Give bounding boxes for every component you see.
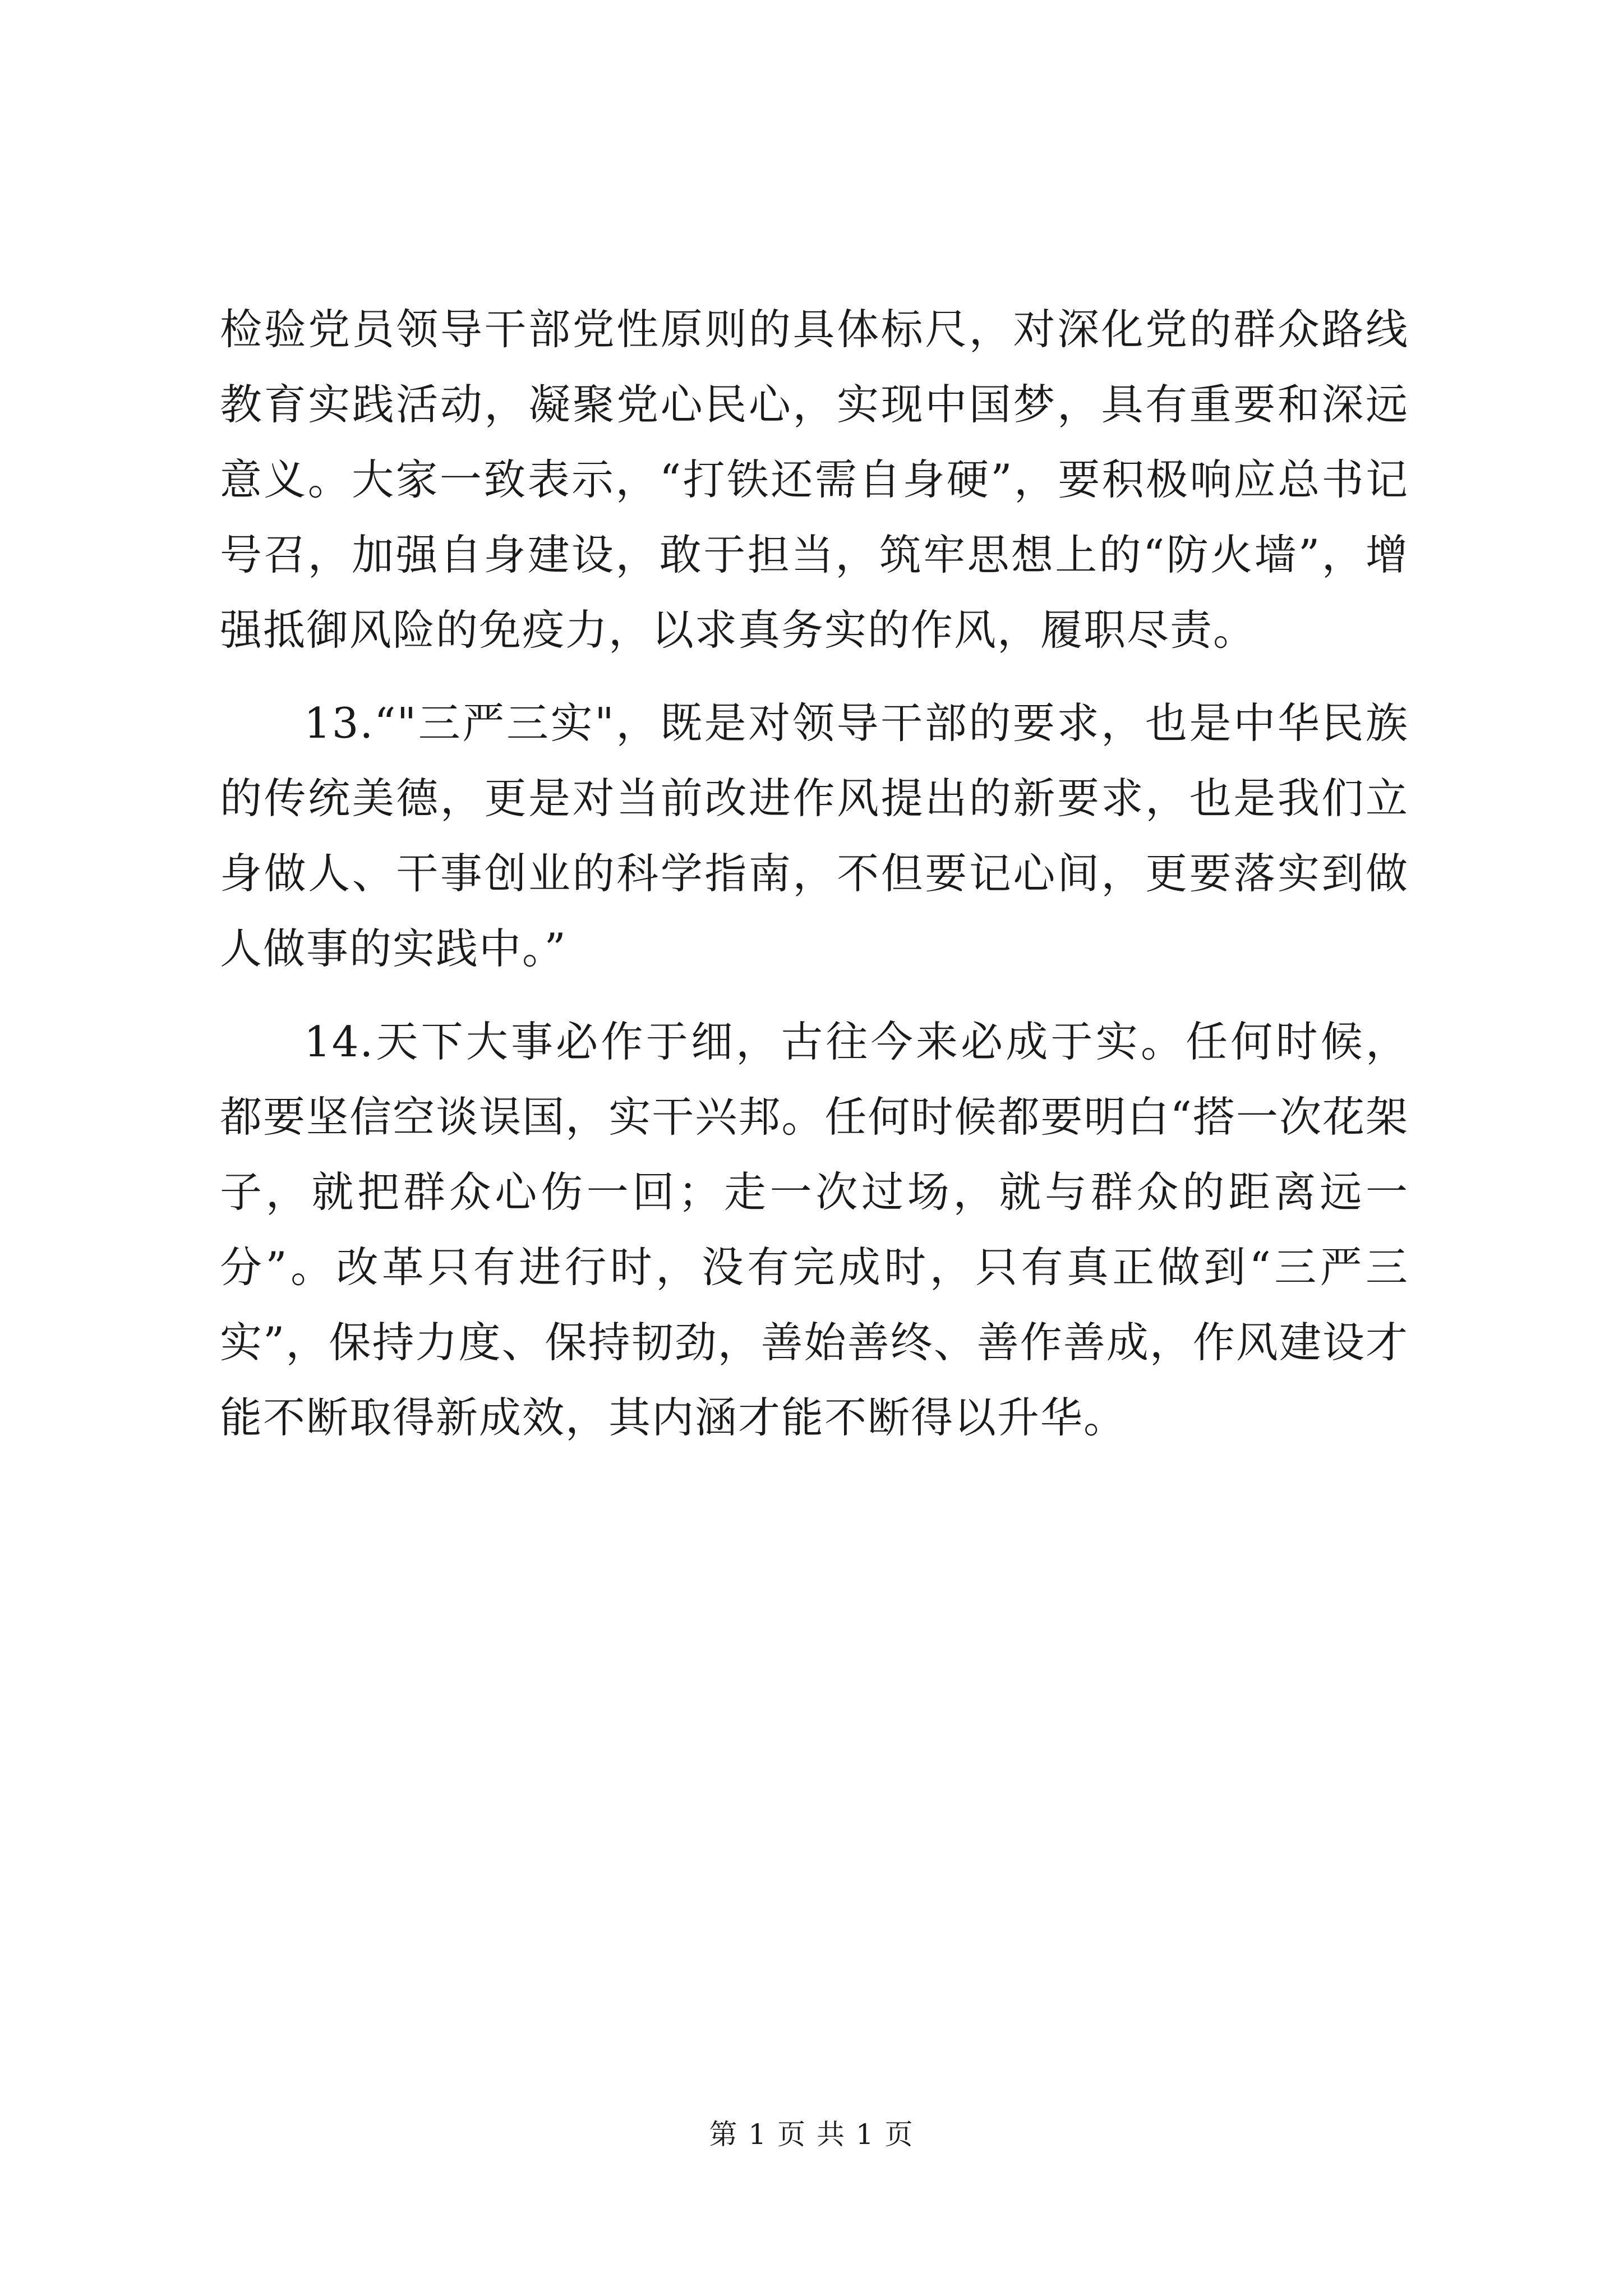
paragraph-item-13: 13.“"三严三实"，既是对领导干部的要求，也是中华民族的传统美德，更是对当前改进作风提出的新要求，也是我们立身做人、干事创业的科学指南，不但要记心间，更要落实到做人做事的实践中。” bbox=[220, 698, 1409, 973]
document-body bbox=[220, 292, 1409, 1455]
page-footer: 第 1 页 共 1 页 bbox=[709, 2118, 914, 2151]
paragraph-item-14: 14.天下大事必作于细，古往今来必成于实。任何时候，都要坚信空谈误国，实干兴邦。任何时候都要明白“搭一次花架子，就把群众心伤一回；走一次过场，就与群众的距离远一分”。改革只有进行时，没有完成时，只有真正做到“三严三实”，保持力度、保持韧劲，善始善终、善作善成，作风建设才能不断取得新成效，其内涵才能不断得以升华。 bbox=[220, 1017, 1409, 1442]
paragraph-continuation: 检验党员领导干部党性原则的具体标尺，对深化党的群众路线教育实践活动，凝聚党心民心，实现中国梦，具有重要和深远意义。大家一致表示，“打铁还需自身硬”，要积极响应总书记号召，加强自身建设，敢于担当，筑牢思想上的“防火墙”，增强抵御风险的免疫力，以求真务实的作风，履职尽责。 bbox=[220, 305, 1409, 655]
